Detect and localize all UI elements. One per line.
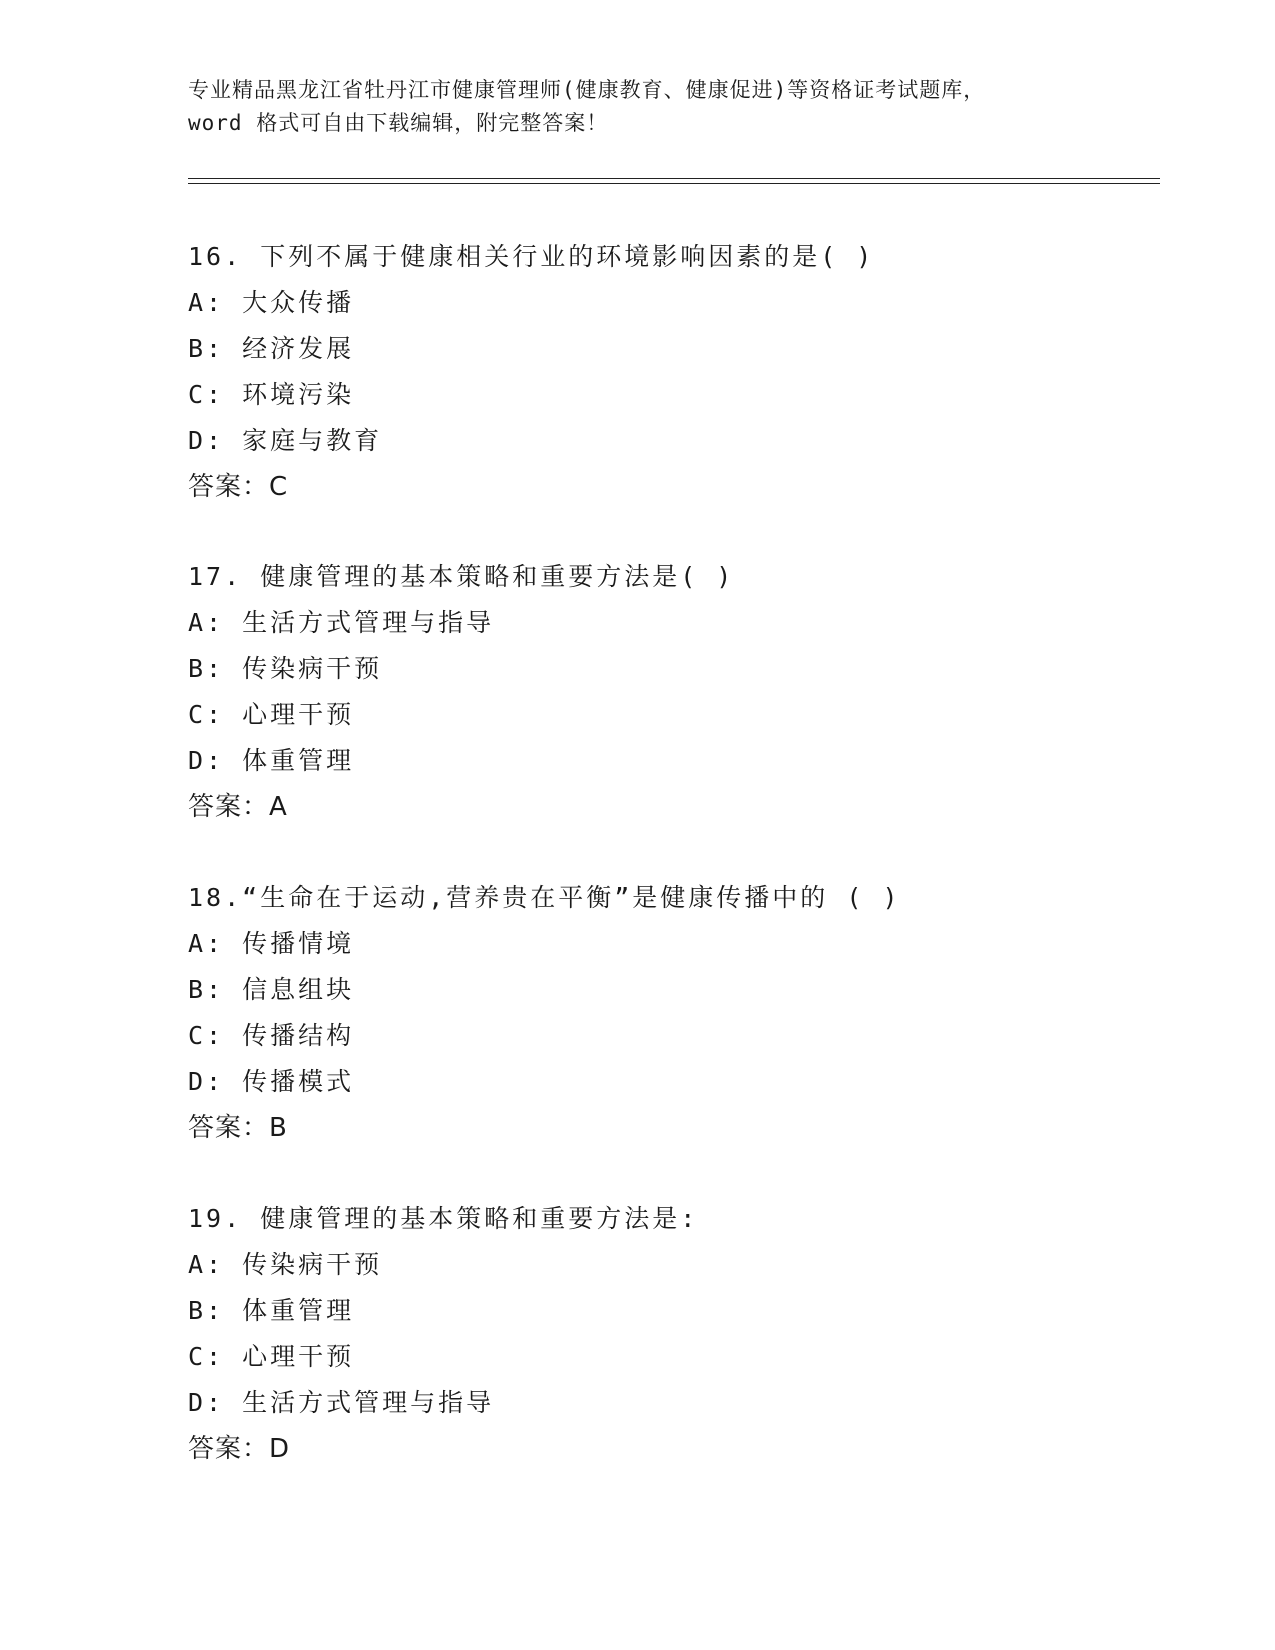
option-c: C: 传播结构 bbox=[188, 1021, 355, 1050]
option-a: A: 生活方式管理与指导 bbox=[188, 608, 495, 637]
document-header bbox=[188, 74, 1088, 140]
question-stem: 17. 健康管理的基本策略和重要方法是( ) bbox=[188, 562, 735, 591]
option-a: A: 传染病干预 bbox=[188, 1250, 383, 1279]
answer: 答案：B bbox=[188, 1113, 288, 1143]
header-divider-top bbox=[188, 178, 1160, 179]
option-d: D: 生活方式管理与指导 bbox=[188, 1388, 495, 1417]
header-line-1: 专业精品黑龙江省牡丹江市健康管理师(健康教育、健康促进)等资格证考试题库， bbox=[188, 78, 986, 102]
question-stem: 18.“生命在于运动,营养贵在平衡”是健康传播中的 ( ) bbox=[188, 883, 901, 912]
question-16 bbox=[188, 234, 1168, 510]
option-b: B: 信息组块 bbox=[188, 975, 355, 1004]
question-stem: 19. 健康管理的基本策略和重要方法是: bbox=[188, 1204, 699, 1233]
header-divider-bottom bbox=[188, 183, 1160, 184]
option-b: B: 传染病干预 bbox=[188, 654, 383, 683]
option-d: D: 家庭与教育 bbox=[188, 426, 383, 455]
answer: 答案：C bbox=[188, 472, 289, 502]
option-b: B: 经济发展 bbox=[188, 334, 355, 363]
answer: 答案：A bbox=[188, 792, 288, 822]
header-line-2: word 格式可自由下载编辑，附完整答案！ bbox=[188, 111, 609, 135]
question-17 bbox=[188, 554, 1168, 830]
question-18 bbox=[188, 875, 1168, 1151]
option-c: C: 环境污染 bbox=[188, 380, 355, 409]
option-c: C: 心理干预 bbox=[188, 700, 355, 729]
option-b: B: 体重管理 bbox=[188, 1296, 355, 1325]
option-a: A: 大众传播 bbox=[188, 288, 355, 317]
option-d: D: 体重管理 bbox=[188, 746, 355, 775]
question-stem: 16. 下列不属于健康相关行业的环境影响因素的是( ) bbox=[188, 242, 875, 271]
option-a: A: 传播情境 bbox=[188, 929, 355, 958]
answer: 答案：D bbox=[188, 1434, 291, 1464]
question-19 bbox=[188, 1196, 1168, 1472]
option-c: C: 心理干预 bbox=[188, 1342, 355, 1371]
option-d: D: 传播模式 bbox=[188, 1067, 355, 1096]
